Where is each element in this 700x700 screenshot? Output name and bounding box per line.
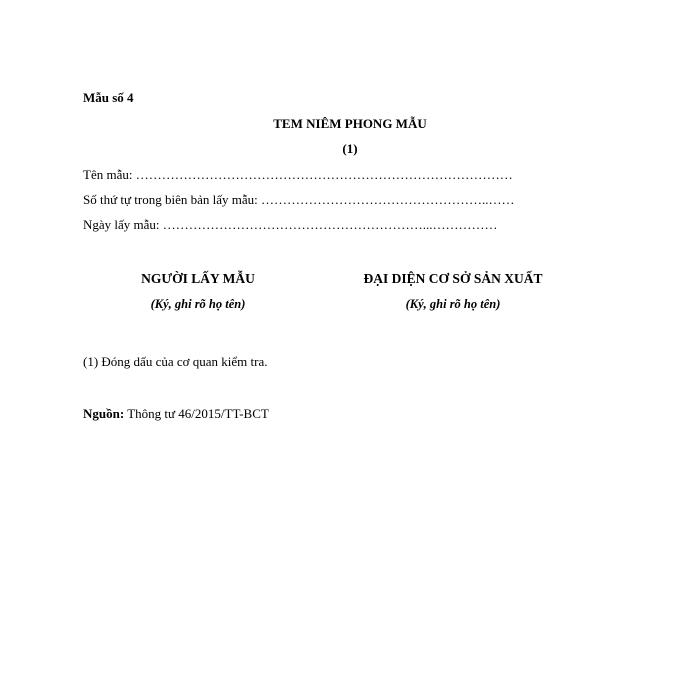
field-label: Tên mẫu: [83,167,136,182]
signature-block-producer [323,272,583,310]
field-dots: …………………………………………………………………………… [135,167,513,182]
field-label: Số thứ tự trong biên bản lấy mẫu: [83,192,262,207]
form-number: Mẫu số 4 [83,90,134,105]
field-sequence-number [83,193,515,206]
signature-instruction: (Ký, ghi rõ họ tên) [150,296,246,311]
source-label: Nguồn: [83,406,125,421]
field-sample-name [83,168,513,181]
signature-block-sampler [68,272,328,310]
signature-title: NGƯỜI LẤY MẪU [141,271,255,286]
source-value: Thông tư 46/2015/TT-BCT [124,406,269,421]
footnote: (1) Đóng dấu của cơ quan kiểm tra. [83,354,268,369]
field-sampling-date [83,218,498,231]
field-label: Ngày lấy mẫu: [83,217,163,232]
field-dots: ……………………………………………………...…………… [162,217,498,232]
field-dots: ……………………………………………..…… [261,192,515,207]
signature-title: ĐẠI DIỆN CƠ SỞ SẢN XUẤT [363,271,543,286]
source-line [83,407,269,420]
title-note-marker: (1) [342,141,358,156]
document-title: TEM NIÊM PHONG MẪU [273,116,427,131]
signature-instruction: (Ký, ghi rõ họ tên) [405,296,501,311]
